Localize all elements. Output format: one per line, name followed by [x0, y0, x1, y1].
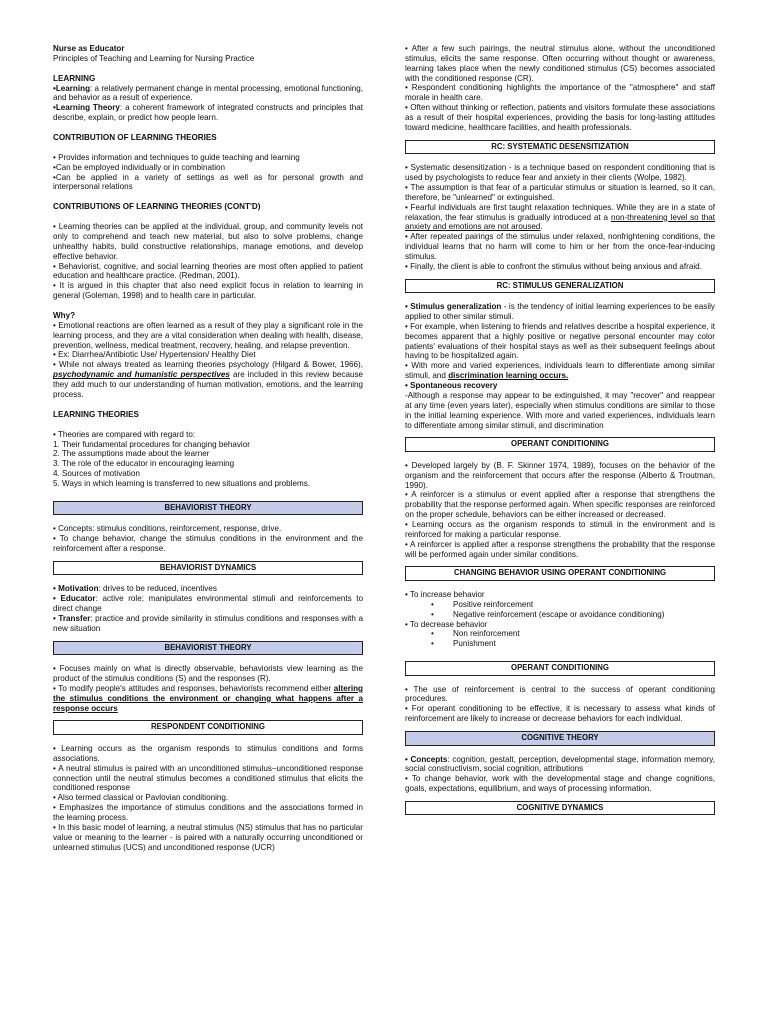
- rc-item-7: • Respondent conditioning highlights the importance of the "atmosphere" and staff morale in health care.: [405, 83, 715, 103]
- sd-item-2: • The assumption is that fear of a particular stimulus or situation is learned, so it can, therefore, be "unlearned" or extinguished.: [405, 182, 715, 202]
- section-bar-behaviorist-theory-2: BEHAVIORIST THEORY: [53, 641, 363, 656]
- sd-item-3-start: • Fearful individuals are first taught relaxation techniques. While they are in a state of relaxation, the fear stimulus is gradually introduced at a: [405, 202, 715, 222]
- heading-learning: LEARNING: [53, 73, 96, 83]
- spontaneous-recovery-term: • Spontaneous recovery: [405, 381, 498, 391]
- contrib2-item-3: • It is argued in this chapter that also need explicit focus in relation to learning in general (Goleman, 1998) and to health care in particular.: [53, 281, 363, 301]
- ct-item-1: [405, 755, 715, 775]
- cb-increase-item-1: • Positive reinforcement: [405, 600, 715, 610]
- bt2-item-2-emphasis: altering the stimulus conditions the environment or changing what happens after a response occurs: [53, 683, 363, 713]
- rc-item-3: • Also termed classical or Pavlovian conditioning.: [53, 793, 229, 803]
- bt2-item-2-start: • To modify people's attitudes and responses, behaviorists recommend either: [53, 683, 332, 693]
- oc-item-2: • A reinforcer is a stimulus or event applied after a response that strengthens the probability that the response performed again. When specific responses are reinforced on the proper schedule, behaviors can be either increased or decreased.: [405, 490, 715, 520]
- oc-item-3: • Learning occurs as the organism responds to stimuli in the environment and is reinforced for making a particular response.: [405, 520, 715, 539]
- lt-item-5: 5. Ways in which learning is transferred to new situations and problems.: [53, 478, 311, 488]
- lt-item-1: 1. Their fundamental procedures for changing behavior: [53, 439, 250, 449]
- section-bar-changing-behavior: CHANGING BEHAVIOR USING OPERANT CONDITIONING: [405, 566, 715, 581]
- rc-item-6: • After a few such pairings, the neutral stimulus alone, without the unconditioned stimulus, elicits the same response. Often occurring without thought or awareness, learning takes place when the newly conditioned stimulus (CS) becomes associated with the conditioned response (CR).: [405, 44, 715, 83]
- section-bar-behaviorist-dynamics: BEHAVIORIST DYNAMICS: [53, 561, 363, 576]
- cb-decrease-item-1: • Non reinforcement: [405, 629, 715, 639]
- section-bar-systematic-desensitization: RC: SYSTEMATIC DESENSITIZATION: [405, 140, 715, 155]
- spontaneous-recovery-text: -Although a response may appear to be extinguished, it may "recover" and reappear at any time (even years later), especially when stimulus conditions are similar to those in the initial learning experience. With more and varied experiences, individuals learn to differentiate among similar stimuli, and discrimination: [405, 390, 715, 430]
- cb-decrease: • To decrease behavior: [405, 619, 488, 629]
- sg-item-1: [405, 302, 715, 322]
- lt-item-4: 4. Sources of motivation: [53, 469, 140, 479]
- section-bar-cognitive-dynamics: COGNITIVE DYNAMICS: [405, 801, 715, 816]
- heading-learning-theories: LEARNING THEORIES: [53, 409, 139, 419]
- why-item-3-emphasis: psychodynamic and humanistic perspectives: [53, 370, 230, 380]
- learning-theory-term: •Learning Theory: [53, 103, 120, 113]
- bt2-item-1: • Focuses mainly on what is directly observable, behaviorists view learning as the product of the stimulus conditions (S) and the responses (R).: [53, 664, 363, 684]
- left-column: [53, 44, 363, 852]
- ct-term: • Concepts: [405, 754, 448, 764]
- rc-item-1: • Learning occurs as the organism responds to stimulus conditions and forms associations.: [53, 743, 363, 763]
- sd-item-3-emphasis: non-threatening level so that anxiety and emotions are not aroused: [405, 212, 716, 232]
- sd-item-3-end: .: [540, 222, 543, 232]
- rc-item-4: • Emphasizes the importance of stimulus conditions and the associations formed in the learning process.: [53, 803, 363, 822]
- why-item-2: • Ex: Diarrhea/Antibiotic Use/ Hypertension/ Healthy Diet: [53, 350, 256, 360]
- bd-def-transfer: : practice and provide similarity in stimulus conditions and responses with a new situation: [53, 613, 363, 633]
- bd-term-motivation: • Motivation: [53, 584, 99, 594]
- sg-item-3-emphasis: discrimination learning occurs.: [448, 371, 569, 381]
- sd-item-4: • After repeated pairings of the stimulus under relaxed, nonfrightening conditions, the individual learns that no harm will come to him or her from the once-fear-inducing stimulus.: [405, 232, 715, 261]
- cb-decrease-item-2: • Punishment: [405, 639, 715, 649]
- section-bar-cognitive-theory: COGNITIVE THEORY: [405, 731, 715, 746]
- sg-term: • Stimulus generalization: [405, 302, 502, 312]
- heading-contribution: CONTRIBUTION OF LEARNING THEORIES: [53, 133, 217, 143]
- learning-theory-definition: [53, 103, 363, 123]
- sg-def: - is the tendency of initial learning experiences to be easily applied to other similar stimuli.: [405, 302, 715, 322]
- bd-item-1: [53, 584, 363, 594]
- cb-increase: • To increase behavior: [405, 589, 485, 599]
- section-bar-operant-conditioning: OPERANT CONDITIONING: [405, 437, 715, 452]
- bt2-item-2: [53, 684, 363, 714]
- bt-item-2: • To change behavior, change the stimulus conditions in the environment and the reinforcement after a response.: [53, 534, 363, 554]
- section-bar-behaviorist-theory: BEHAVIORIST THEORY: [53, 501, 363, 516]
- sg-item-2: • For example, when listening to friends and relatives describe a hospital experience, it becomes apparent that a highly positive or negative personal encounter may color patients' evaluations of their hospital stays as well as their subsequent feelings about having to be hospitalized again.: [405, 321, 715, 361]
- bd-def-motivation: : drives to be reduced, incentives: [98, 584, 217, 594]
- why-item-1: • Emotional reactions are often learned as a result of they play a significant role in the learning process, and they are a vital consideration when dealing with health, disease, prevention, wellness, medical treatment, recovery, healing, and relapse prevention.: [53, 320, 363, 350]
- contrib2-item-2: • Behaviorist, cognitive, and social learning theories are most often applied to patient education and healthcare practice. (Redman, 2001).: [53, 261, 363, 281]
- lt-item-3: 3. The role of the educator in encouraging learning: [53, 459, 235, 469]
- contrib-item-1: • Provides information and techniques to guide teaching and learning: [53, 152, 300, 162]
- oc2-item-1: • The use of reinforcement is central to the success of operant conditioning procedures.: [405, 684, 715, 704]
- bd-def-educator: : active role; manipulates environmental stimuli and reinforcements to direct change: [53, 594, 363, 614]
- cb-increase-list: [405, 600, 715, 620]
- sd-item-3: [405, 203, 715, 233]
- lt-intro: • Theories are compared with regard to:: [53, 429, 196, 439]
- section-bar-stimulus-generalization: RC: STIMULUS GENERALIZATION: [405, 279, 715, 294]
- why-item-3: [53, 360, 363, 399]
- contrib-item-2: •Can be employed individually or in combination: [53, 162, 226, 172]
- document-subtitle: Principles of Teaching and Learning for Nursing Practice: [53, 53, 255, 63]
- why-item-3-start: • While not always treated as learning theories psychology (Hilgard & Bower, 1966),: [53, 360, 363, 370]
- rc-item-5: • In this basic model of learning, a neutral stimulus (NS) stimulus that has no particular value or meaning to the learner - is paired with a naturally occurring unconditioned or unlearned stimulus (UCS) and unconditioned response (UCR): [53, 822, 363, 852]
- cb-decrease-list: [405, 629, 715, 649]
- bd-item-3: [53, 614, 363, 634]
- right-column: [405, 44, 715, 824]
- learning-def: : a relatively permanent change in mental processing, emotional functioning, and behavior as a result of experience.: [53, 83, 363, 103]
- sg-item-3: [405, 361, 715, 381]
- bd-item-2: [53, 594, 363, 614]
- heading-contribution-contd: CONTRIBUTIONS OF LEARNING THEORIES (CONT'D): [53, 202, 261, 212]
- learning-definition: [53, 84, 363, 104]
- document-title: Nurse as Educator: [53, 44, 125, 53]
- learning-term: •Learning: [53, 83, 91, 93]
- ct-def: : cognition, gestalt, perception, developmental stage, information memory, social constructivism, social cognition, attributions: [405, 754, 715, 774]
- rc-item-2: • A neutral stimulus is paired with an unconditioned stimulus–unconditioned response connection until the neutral stimulus becomes a conditioned stimulus that elicits the conditioned response: [53, 763, 363, 793]
- contrib2-item-1: • Learning theories can be applied at the individual, group, and community levels not only to comprehend and teach new material, but also to solve problems, change unhealthy habits, build constructive relationships, manage emotions, and develop effective behavior.: [53, 222, 363, 261]
- section-bar-respondent-conditioning: RESPONDENT CONDITIONING: [53, 720, 363, 735]
- oc-item-1: • Developed largely by (B. F. Skinner 1974, 1989), focuses on the behavior of the organism and the reinforcement that occurs after the response (Alberto & Troutman, 1990).: [405, 460, 715, 490]
- bt-item-1: • Concepts: stimulus conditions, reinforcement, response, drive.: [53, 524, 282, 534]
- cb-increase-item-2: • Negative reinforcement (escape or avoidance conditioning): [405, 610, 715, 620]
- sd-item-5: • Finally, the client is able to confront the stimulus without being anxious and afraid.: [405, 261, 702, 271]
- oc2-item-2: • For operant conditioning to be effective, it is necessary to assess what kinds of reinforcement are likely to increase or decrease behaviors for each individual.: [405, 704, 715, 724]
- learning-theory-def: : a coherent framework of integrated constructs and principles that describe, explain, or predict how people learn.: [53, 103, 364, 123]
- section-bar-operant-conditioning-2: OPERANT CONDITIONING: [405, 661, 715, 676]
- heading-why: Why?: [53, 311, 76, 321]
- ct-item-2: • To change behavior, work with the developmental stage and change cognitions, goals, expectations, equilibrium, and ways of processing information.: [405, 774, 715, 794]
- contrib-item-3: •Can be applied in a variety of settings as well as for personal growth and interpersonal relations: [53, 172, 363, 192]
- oc-item-4: • A reinforcer is applied after a response strengthens the probability that the response will be performed again under similar conditions.: [405, 539, 715, 559]
- why-item-3-end: are included in this review because they add much to our understanding of human motivation, emotions, and the learning process.: [53, 370, 363, 399]
- lt-item-2: 2. The assumptions made about the learner: [53, 449, 210, 459]
- sg-item-3-start: • With more and varied experiences, individuals learn to differentiate among similar stimuli, and: [405, 361, 715, 381]
- rc-item-8: • Often without thinking or reflection, patients and visitors formulate these associations as a result of their hospital experiences, providing the basis for long-lasting attitudes toward medicine, healthcare facilities, and health professionals.: [405, 103, 715, 132]
- bd-term-educator: • Educator: [53, 594, 96, 604]
- bd-term-transfer: • Transfer: [53, 613, 91, 623]
- sd-item-1: • Systematic desensitization - is a technique based on respondent conditioning that is used by psychologists to reduce fear and anxiety in their clients (Wolpe, 1982).: [405, 163, 715, 183]
